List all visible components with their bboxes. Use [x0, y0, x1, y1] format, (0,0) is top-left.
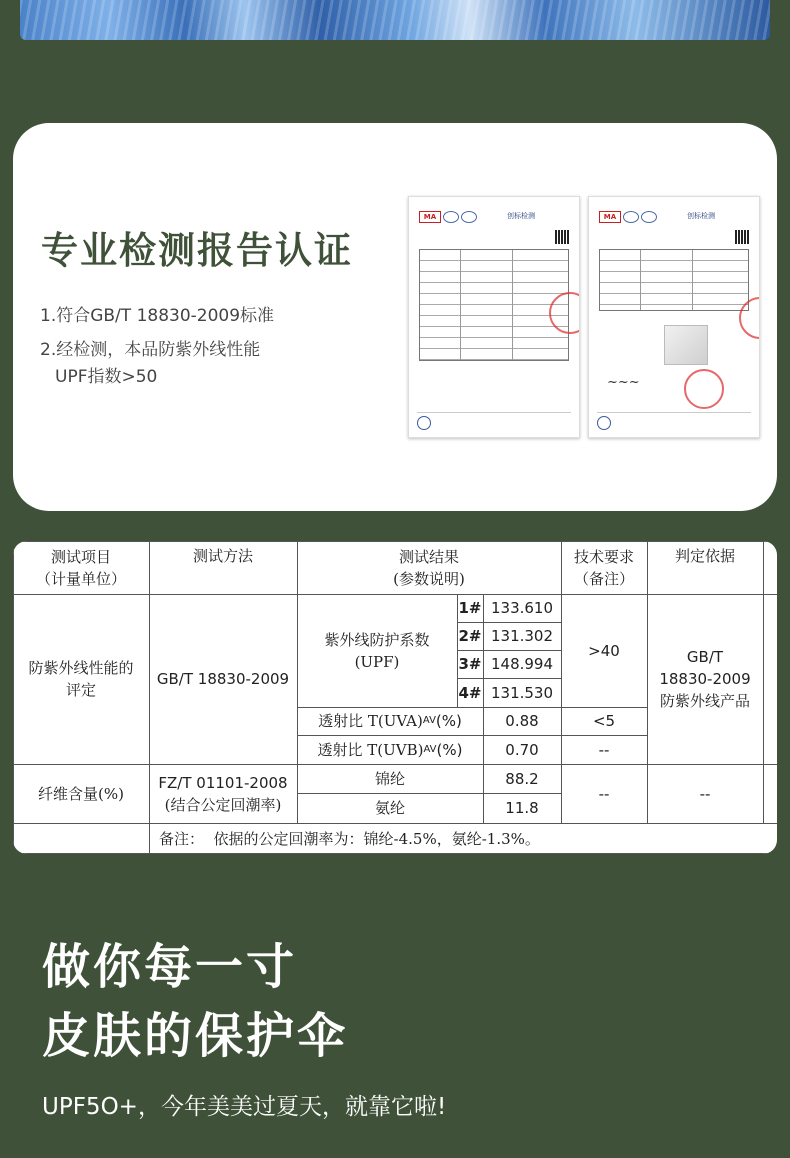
ma-logo: MA	[419, 211, 441, 223]
accreditation-logo	[461, 211, 477, 223]
sample-value: 131.530	[490, 683, 554, 702]
header-result: 测试结果 (参数说明)	[393, 548, 465, 588]
uva-requirement: <5	[592, 712, 616, 730]
uvb-requirement: --	[598, 740, 610, 759]
lab-name: 创标检测	[687, 212, 715, 220]
uva-value: 0.88	[505, 712, 539, 730]
test-report-image-1	[408, 196, 580, 438]
fiber-value: 88.2	[505, 769, 539, 788]
fiber-item: 纤维含量(%)	[38, 784, 124, 803]
sample-number: 4#	[458, 683, 482, 702]
tagline: UPF5O+，今年美美过夏天，就靠它啦!	[42, 1094, 447, 1120]
ma-logo: MA	[599, 211, 621, 223]
uv-method: GB/T 18830-2009	[156, 670, 290, 688]
report-header	[599, 211, 749, 225]
sample-number: 1#	[458, 599, 482, 617]
slogan-line-2: 皮肤的保护伞	[42, 1008, 349, 1064]
report-footer	[597, 412, 751, 429]
red-stamp	[684, 369, 724, 409]
accreditation-logo	[641, 211, 657, 223]
uvb-label: 透射比 T(UVB) AV (%)	[317, 740, 463, 759]
header-requirement: 技术要求 （备注）	[573, 548, 634, 588]
lab-name: 创标检测	[507, 212, 535, 220]
fiber-basis: --	[699, 784, 711, 803]
hero-fabric-image	[20, 0, 770, 40]
certification-title: 专业检测报告认证	[41, 229, 353, 272]
uv-item: 防紫外线性能的 评定	[28, 659, 134, 699]
uvb-value: 0.70	[505, 740, 539, 759]
report-footer	[417, 412, 571, 429]
sample-photo	[664, 325, 708, 365]
accreditation-logo	[443, 211, 459, 223]
upf-point: 2.经检测，本品防紫外线性能	[40, 340, 261, 360]
qr-code	[555, 230, 569, 244]
header-method: 测试方法	[192, 547, 253, 565]
test-report-image-2	[588, 196, 760, 438]
test-results-table	[13, 541, 777, 854]
fiber-method: FZ/T 01101-2008 (结合公定回潮率)	[158, 773, 288, 814]
fiber-name: 锦纶	[374, 769, 405, 788]
report-header	[419, 211, 569, 225]
fiber-name: 氨纶	[374, 799, 405, 817]
fiber-requirement: --	[598, 784, 610, 803]
report-table	[599, 249, 749, 311]
standard-point: 1.符合GB/T 18830-2009标准	[40, 306, 275, 326]
sample-value: 148.994	[490, 655, 554, 673]
ist-logo	[417, 416, 431, 430]
accreditation-logo	[623, 211, 639, 223]
uva-label: 透射比 T(UVA) AV (%)	[318, 712, 462, 730]
sample-number: 2#	[458, 627, 482, 645]
sample-value: 131.302	[490, 627, 554, 645]
ist-logo	[597, 416, 611, 430]
header-item: 测试项目 （计量单位）	[35, 548, 126, 588]
qr-code	[735, 230, 749, 244]
sample-value: 133.610	[490, 599, 554, 617]
signature: ~~~	[607, 375, 640, 390]
certification-card	[13, 123, 777, 511]
uv-basis: GB/T 18830-2009 防紫外线产品	[659, 648, 751, 710]
table-note: 备注： 依据的公定回潮率为：锦纶-4.5%，氨纶-1.3%。	[159, 829, 540, 848]
upf-requirement: >40	[588, 641, 620, 660]
upf-label: 紫外线防护系数 (UPF)	[324, 630, 430, 671]
sample-number: 3#	[458, 655, 482, 673]
upf-point-continued: UPF指数>50	[55, 367, 158, 387]
report-table	[419, 249, 569, 361]
header-basis: 判定依据	[674, 547, 735, 565]
slogan-line-1: 做你每一寸	[42, 939, 298, 995]
fiber-value: 11.8	[505, 799, 539, 817]
